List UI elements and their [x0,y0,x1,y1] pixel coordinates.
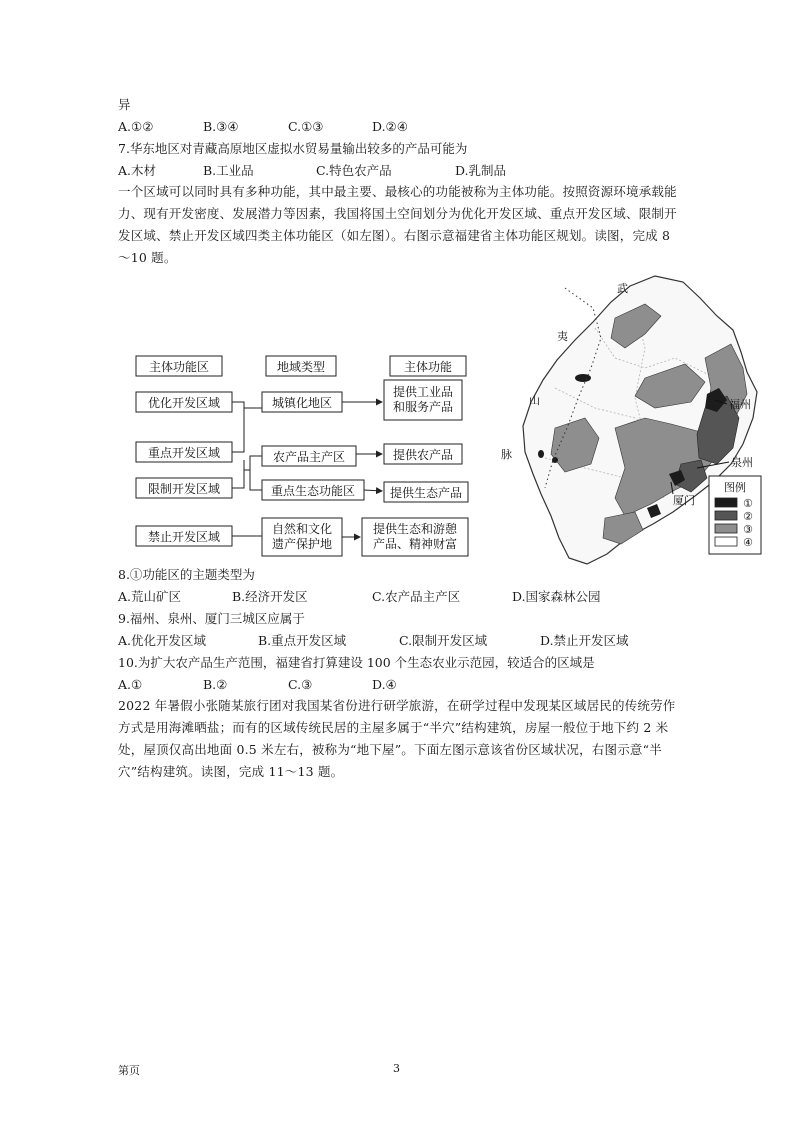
map-city-quanzhou: 泉州 [731,456,753,469]
footer-page-label: 第页 [118,1064,140,1077]
q8-option-b: B.经济开发区 [232,589,308,604]
q8-option-a: A.荒山矿区 [118,589,182,604]
q9-option-b: B.重点开发区域 [258,633,347,648]
q6-option-c: C.①③ [288,119,324,134]
map-legend-label-4: ④ [743,536,753,549]
diagram-zone-key: 重点开发区域 [147,446,221,460]
q6-option-d: D.②④ [372,119,408,134]
diagram-zone-prohibited: 禁止开发区域 [147,530,221,544]
fujian-function-zone-map [495,268,775,566]
diagram-type-agri: 农产品主产区 [272,450,346,464]
q7-option-c: C.特色农产品 [316,163,392,178]
diagram-type-heritage: 自然和文化遗产保护地 [271,522,333,551]
diagram-header-type: 地域类型 [276,360,326,374]
q7-option-b: B.工业品 [203,163,254,178]
diagram-header-function: 主体功能 [403,360,453,374]
intro-8-10-paragraph: 一个区域可以同时具有多种功能，其中最主要、最核心的功能被称为主体功能。按照资源环境承载能力、现有开发密度、发展潜力等因素，我国将国土空间划分为优化开发区域、重点开发区域、限制开发区域、禁止开发区域四类主体功能区（如左图）。右图示意福建省主体功能区规划。读图，完成 8～10 题。 [118,184,677,265]
map-city-fuzhou: 福州 [729,398,751,411]
diagram-zone-restricted: 限制开发区域 [147,482,221,496]
q8-option-d: D.国家森林公园 [512,589,601,604]
q10-option-a: A.① [118,677,143,692]
map-legend-title: 图例 [724,481,746,494]
diagram-function-eco: 提供生态产品 [389,486,463,500]
diagram-function-industrial: 提供工业品和服务产品 [392,385,454,414]
q10-stem: 10.为扩大农产品生产范围，福建省打算建设 100 个生态农业示范园，较适合的区域是 [118,655,595,670]
map-legend-swatch-4 [715,537,737,546]
q8-option-c: C.农产品主产区 [372,589,461,604]
q10-option-d: D.④ [372,677,397,692]
q6-option-b: B.③④ [203,119,239,134]
q7-stem: 7.华东地区对青藏高原地区虚拟水贸易量输出较多的产品可能为 [118,141,468,156]
diagram-type-urban: 城镇化地区 [271,396,333,410]
q9-stem: 9.福州、泉州、厦门三城区应属于 [118,611,305,626]
diagram-function-recreation: 提供生态和游憩产品、精神财富 [372,522,458,551]
map-label-mai: 脉 [501,448,512,461]
map-label-wu: 武 [617,282,628,295]
diagram-zone-optimized: 优化开发区域 [147,396,221,410]
q6-stem-tail: 异 [118,97,131,112]
footer-page-number: 3 [393,1062,400,1075]
diagram-header-zone: 主体功能区 [148,360,210,374]
main-function-zone-diagram [132,350,478,565]
diagram-type-eco: 重点生态功能区 [270,484,356,498]
map-label-yi: 夷 [557,330,568,343]
diagram-function-agri: 提供农产品 [392,448,454,462]
map-legend [709,476,761,554]
q7-option-d: D.乳制品 [455,163,507,178]
map-legend-swatch-3 [715,524,737,533]
map-legend-label-2: ② [743,510,753,523]
q9-option-c: C.限制开发区域 [399,633,488,648]
intro-11-13-paragraph: 2022 年暑假小张随某旅行团对我国某省份进行研学旅游，在研学过程中发现某区域居民的传统劳作方式是用海滩晒盐；而有的区域传统民居的主屋多属于“半穴”结构建筑，房屋一般位于地下约 2 米处，屋顶仅高出地面 0.5 米左右，被称为“地下屋”。下面左图示意该省份区域状况，右图示意“半穴”结构建筑。读图，完成 11～13 题。 [118,698,676,779]
q9-option-d: D.禁止开发区域 [540,633,629,648]
map-legend-swatch-1 [715,498,737,507]
map-city-xiamen: 厦门 [673,494,695,507]
map-legend-label-1: ① [743,497,753,510]
map-label-shan: 山 [529,394,540,407]
q10-option-c: C.③ [288,677,313,692]
q10-option-b: B.② [203,677,228,692]
map-legend-swatch-2 [715,511,737,520]
q8-stem: 8.①功能区的主题类型为 [118,567,255,582]
map-legend-label-3: ③ [743,523,753,536]
q9-option-a: A.优化开发区域 [118,633,207,648]
q7-option-a: A.木材 [118,163,157,178]
q6-option-a: A.①② [118,119,154,134]
